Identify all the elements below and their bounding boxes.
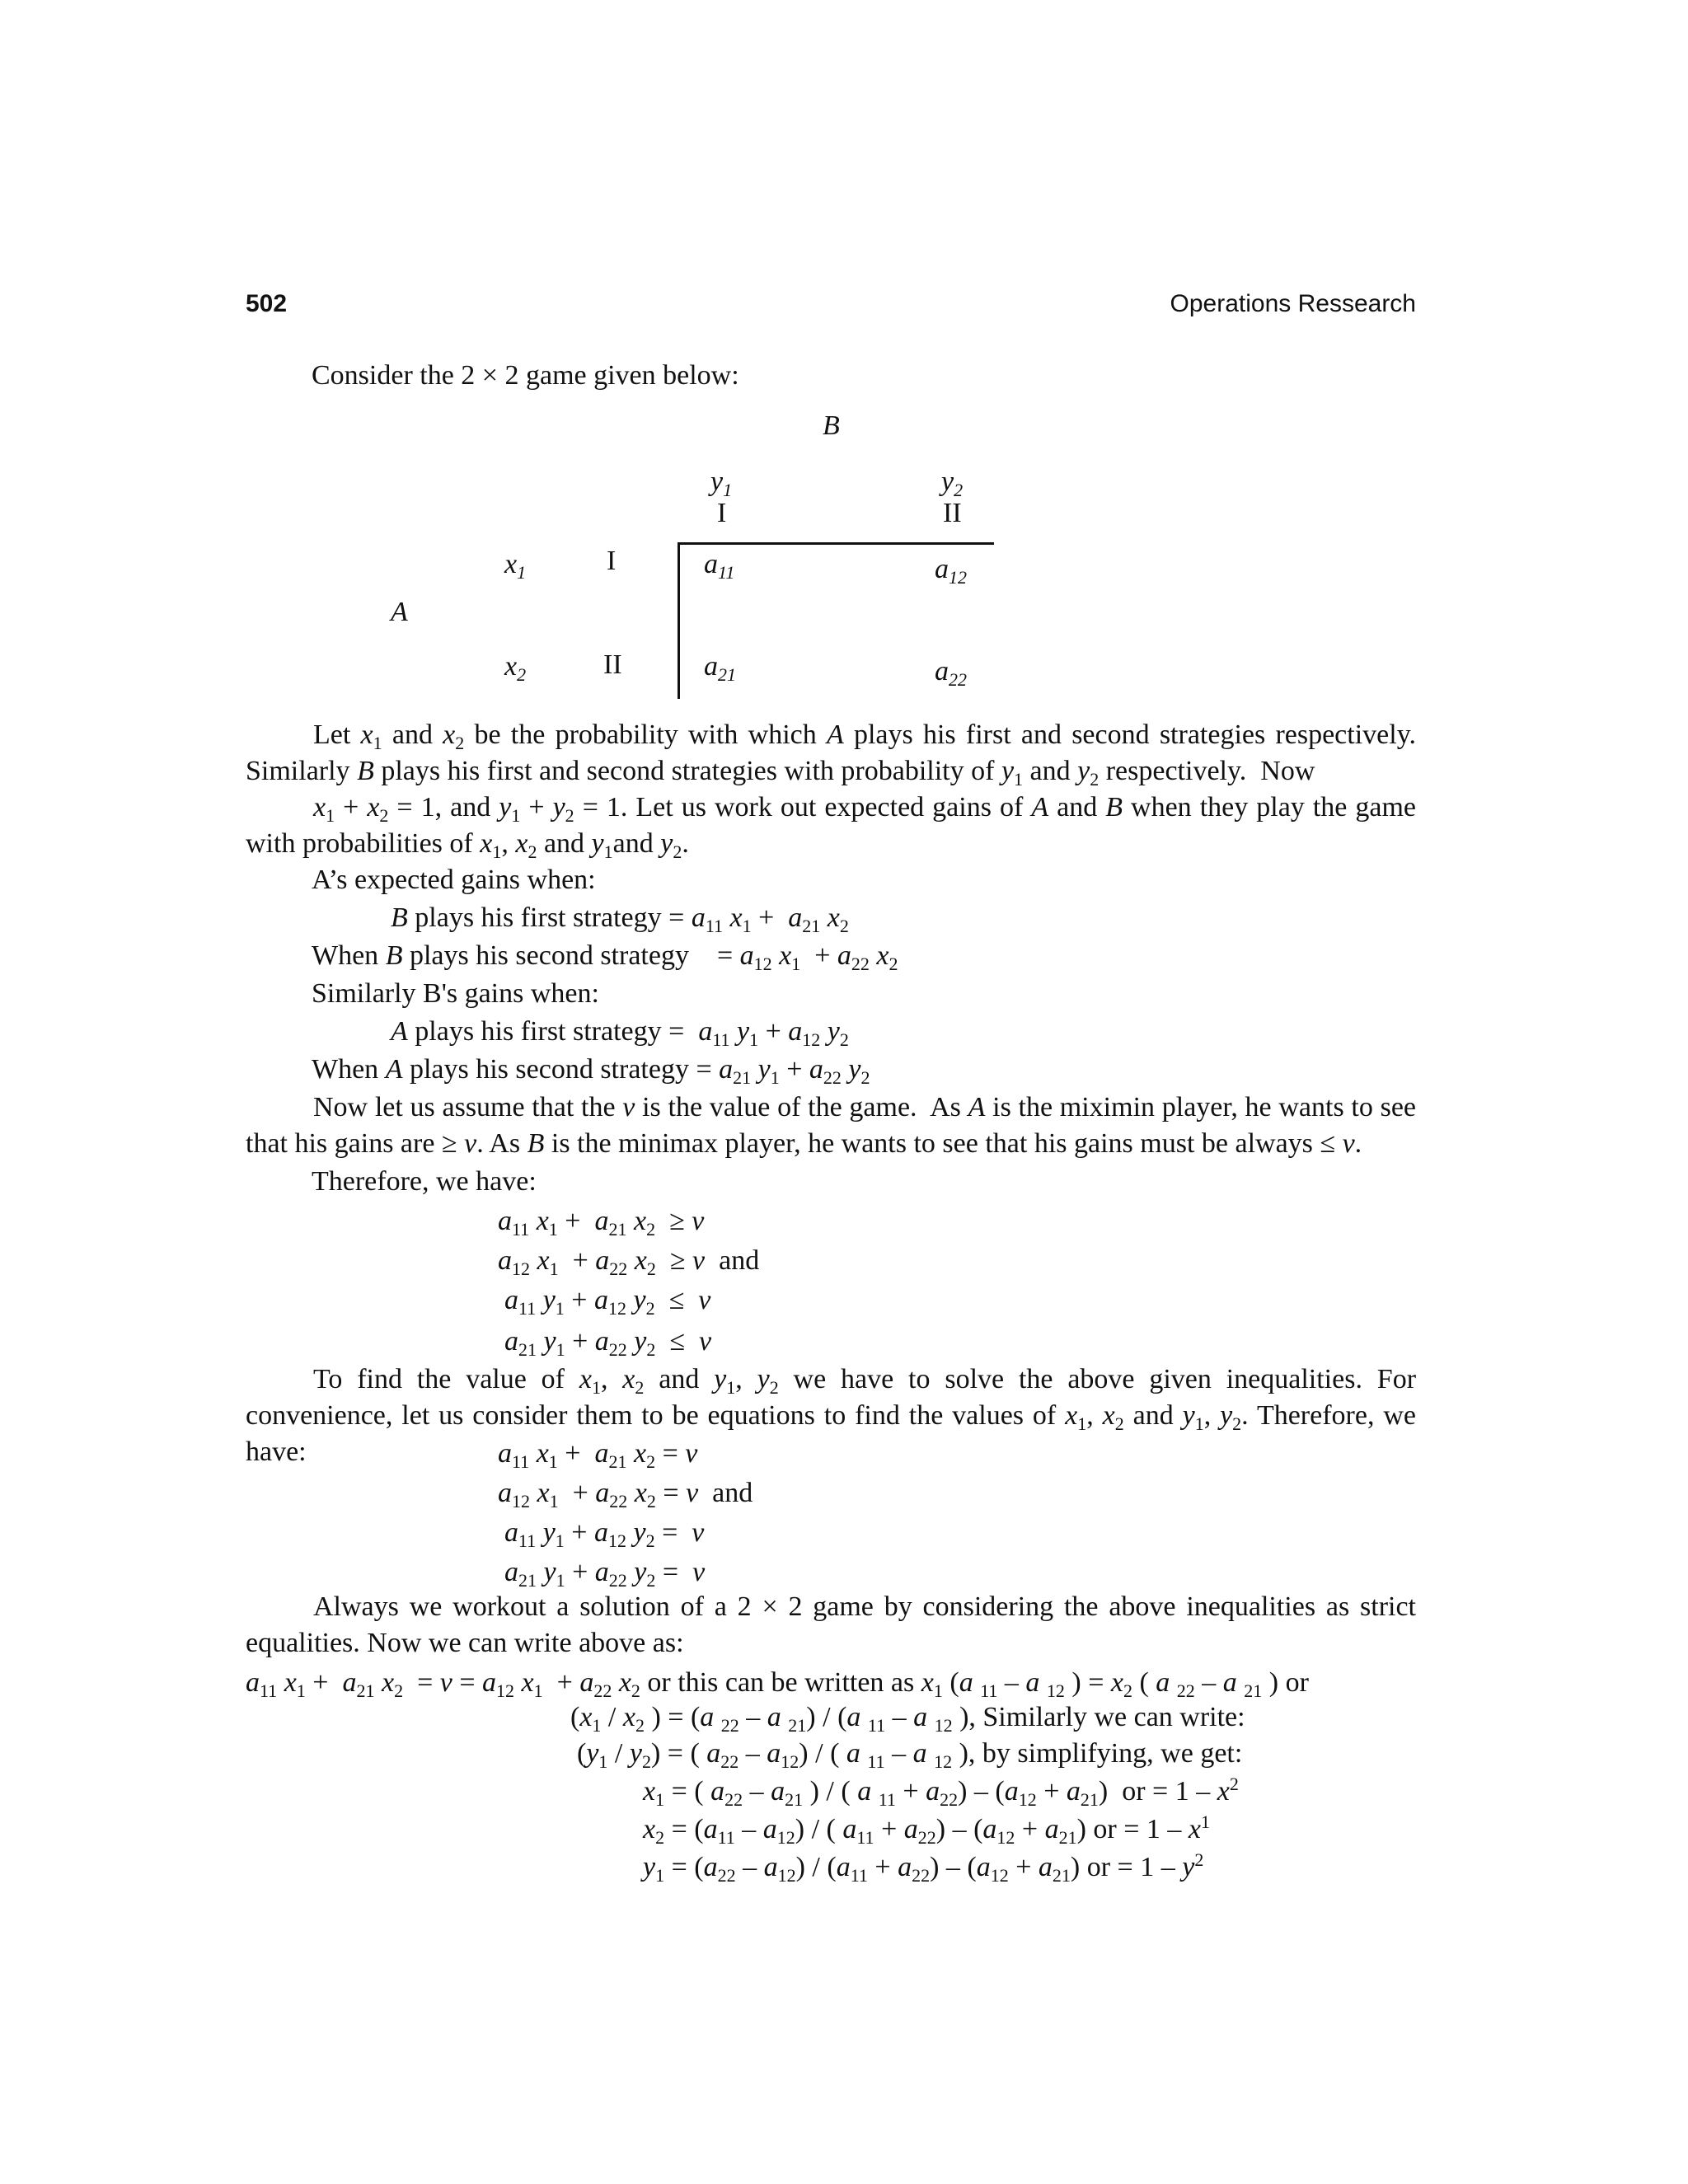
b-first-strategy: B plays his first strategy = $a_{11}$ $x_1 + a_{21}$ $x_2$ bbox=[391, 902, 849, 936]
paragraph-solve-inequalities: To find the value of $x_1$, $x_2$ and $y_1$, $y_2$ we have to solve the above given inequalities. For convenience, let us consider them to be equations to find the values of $x_1$, $x_2$ and $y_1$, $y_2$. Therefore, we have: bbox=[246, 1364, 1417, 1467]
derivation-4: $x_1$ = ( $a_{22} - a_{21}$ ) / ( a $_{11} + a_{22}) - (a_{12} + a_{21})$ or = $1 - x^2$ bbox=[643, 1774, 1239, 1810]
a-gains-heading: A’s expected gains when: bbox=[312, 865, 596, 895]
col-prob-y2: $y_2$ bbox=[941, 466, 964, 500]
col-player-label: B bbox=[823, 410, 840, 441]
col-prob-y1: $y_1$ bbox=[710, 466, 733, 500]
inequality-1: $a_{11}$ $x_1 + a_{21}$ $x_2 \ge v$ bbox=[498, 1206, 705, 1240]
inequality-3: $a_{11}$ $y_1 + a_{12}$ $y_2 \le v$ bbox=[504, 1285, 711, 1319]
row-prob-x1: $x_1$ bbox=[504, 549, 527, 583]
paragraph-strict-equalities: Always we workout a solution of a 2 × 2 game by considering the above inequalities as strict equalities. Now we can write above as: bbox=[246, 1591, 1416, 1658]
row-strategy-2: II bbox=[603, 649, 622, 680]
equation-3: $a_{11}$ $y_1 + a_{12}$ $y_2 = v$ bbox=[504, 1517, 705, 1551]
inequality-4: $a_{21}$ $y_1 + a_{22}$ $y_2 \le v$ bbox=[504, 1326, 712, 1360]
row-prob-x2: $x_2$ bbox=[504, 651, 527, 685]
therefore-line-1: Therefore, we have: bbox=[312, 1166, 537, 1197]
running-title: Operations Ressearch bbox=[1170, 290, 1416, 317]
derivation-3: $(y_1 / y_2)$ = ( $a_{22} - a_{12}$) / ( a $_{11}$ – a $_{12}$ ), by simplifying, we get: bbox=[577, 1738, 1243, 1772]
paragraph-value-of-game: Now let us assume that the v is the value of the game. As A is the miximin player, he wants to see that his gains are ≥ v. As B is the minimax player, he wants to see that his gains must be always ≤ v. bbox=[246, 1092, 1416, 1159]
derivation-2: ($x_1 / x_2$ ) = (a $_{22}$ – a $_{21}$) / (a $_{11}$ – a $_{12}$ ), Similarly we can write: bbox=[570, 1702, 1245, 1736]
paragraph-probabilities: Let $x_1$ and $x_2$ be the probability with which A plays his first and second strategies respectively. Similarly B plays his first and second strategies with probability of $y_1$ and $y_2$ respectively. Now $x_1 + x_2 = 1$, and $y_1 + y_2 = 1$. Let us work out expected gains of A and B when they play the game with probabilities of $x_1$, $x_2$ and $y_1and$ $y_2$. bbox=[246, 719, 1416, 862]
equation-4: $a_{21}$ $y_1 + a_{22}$ $y_2 = v$ bbox=[504, 1557, 706, 1591]
equation-2: $a_{12}$ $x_1 + a_{22}$ $x_2 = v$ and bbox=[498, 1478, 753, 1511]
b-gains-heading: Similarly B's gains when: bbox=[312, 978, 599, 1009]
intro-line: Consider the 2 × 2 game given below: bbox=[312, 360, 739, 391]
cell-a12: $a_{12}$ bbox=[935, 554, 967, 588]
derivation-6: $y_1 = (a_{22} - a_{12}) / (a_{11} + a_{22}) - (a_{12} + a_{21})$ or = $1 - y^2$ bbox=[643, 1849, 1204, 1886]
a-second-strategy: When A plays his second strategy = $a_{21}$ $y_1 + a_{22}$ $y_2$ bbox=[312, 1054, 870, 1088]
table-top-rule bbox=[678, 542, 994, 545]
inequality-2: $a_{12}$ $x_1 + a_{22}$ $x_2 \ge v$ and bbox=[498, 1245, 760, 1279]
derivation-5: $x_2 = (a_{11} - a_{12})$ / ( $a_{11} + a_{22}) - (a_{12} + a_{21})$ or = $1 - x^1$ bbox=[643, 1811, 1211, 1848]
col-strategy-1: I bbox=[717, 498, 727, 528]
b-second-strategy: When B plays his second strategy = $a_{12}$ $x_1 + a_{22}$ $x_2$ bbox=[312, 940, 898, 974]
cell-a11: $a_{11}$ bbox=[704, 549, 735, 583]
cell-a22: $a_{22}$ bbox=[935, 656, 967, 690]
row-player-label: A bbox=[391, 597, 408, 627]
row-strategy-1: I bbox=[607, 546, 617, 576]
cell-a21: $a_{21}$ bbox=[704, 651, 736, 685]
derivation-1: $a_{11}$ $x_1 + a_{21}$ $x_2 = v = a_{12}$ $x_1 + a_{22}$ $x_2$ or this can be written as $x_1$ (a $_{11}$ – a $_{12}$ ) = $x_2$ ( a $_{22}$ – a $_{21}$ ) or bbox=[246, 1667, 1309, 1701]
page-number: 502 bbox=[246, 290, 288, 317]
a-first-strategy: A plays his first strategy = $a_{11}$ $y_1 + a_{12}$ $y_2$ bbox=[391, 1016, 849, 1050]
table-left-rule bbox=[678, 542, 680, 699]
equation-1: $a_{11}$ $x_1 + a_{21}$ $x_2 = v$ bbox=[498, 1438, 698, 1472]
col-strategy-2: II bbox=[943, 498, 962, 528]
